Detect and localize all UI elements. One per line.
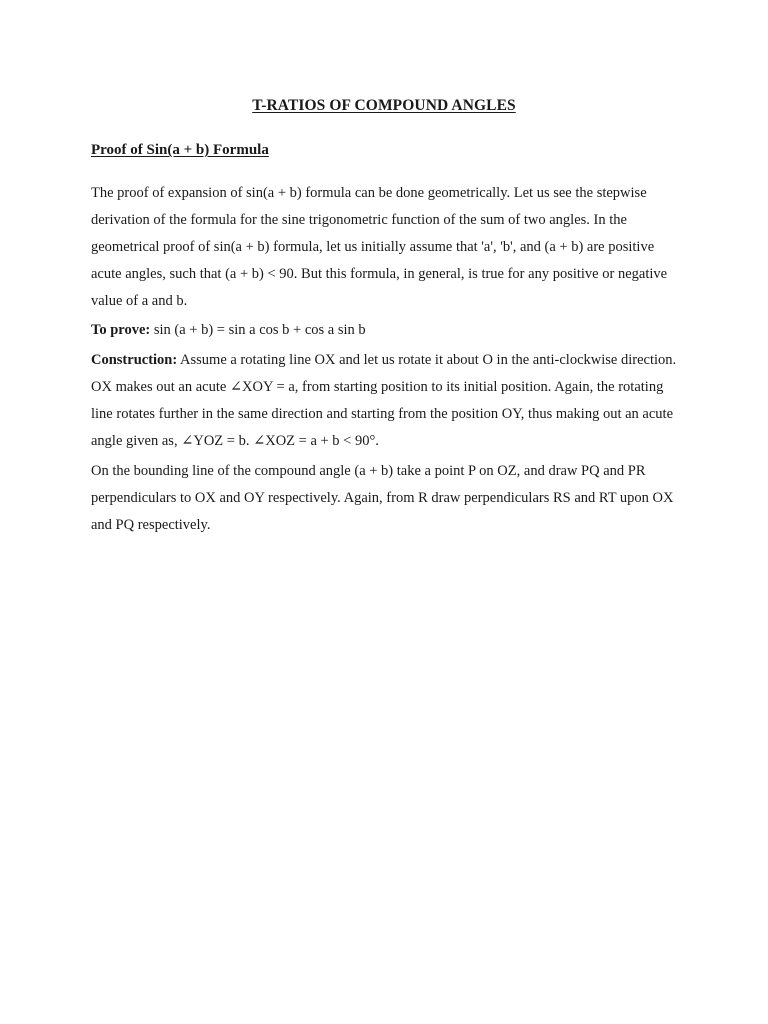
document-body	[91, 139, 681, 542]
section-heading: Proof of Sin(a + b) Formula	[91, 142, 269, 158]
construction-paragraph	[91, 347, 681, 455]
construction-text: Assume a rotating line OX and let us rotate it about O in the anti-clockwise direction. OX makes out an acute ∠XOY = a, from starting position to its initial position. Again, the rotating line rotates further in the same direction and starting from the position OY, thus making out an acute angle given as, ∠YOZ = b. ∠XOZ = a + b < 90°.	[91, 352, 677, 449]
to-prove-label: To prove:	[91, 322, 151, 338]
intro-paragraph: The proof of expansion of sin(a + b) formula can be done geometrically. Let us see the stepwise derivation of the formula for the sine trigonometric function of the sum of two angles. In the geometrical proof of sin(a + b) formula, let us initially assume that 'a', 'b', and (a + b) are positive acute angles, such that (a + b) < 90. But this formula, in general, is true for any positive or negative value of a and b.	[91, 185, 668, 309]
bounding-line-paragraph: On the bounding line of the compound angle (a + b) take a point P on OZ, and draw PQ and PR perpendiculars to OX and OY respectively. Again, from R draw perpendiculars RS and RT upon OX and PQ respectively.	[91, 463, 674, 533]
to-prove-paragraph	[91, 317, 681, 344]
construction-label: Construction:	[91, 352, 178, 368]
document-title: T-RATIOS OF COMPOUND ANGLES	[252, 97, 516, 114]
to-prove-text: sin (a + b) = sin a cos b + cos a sin b	[150, 322, 366, 338]
